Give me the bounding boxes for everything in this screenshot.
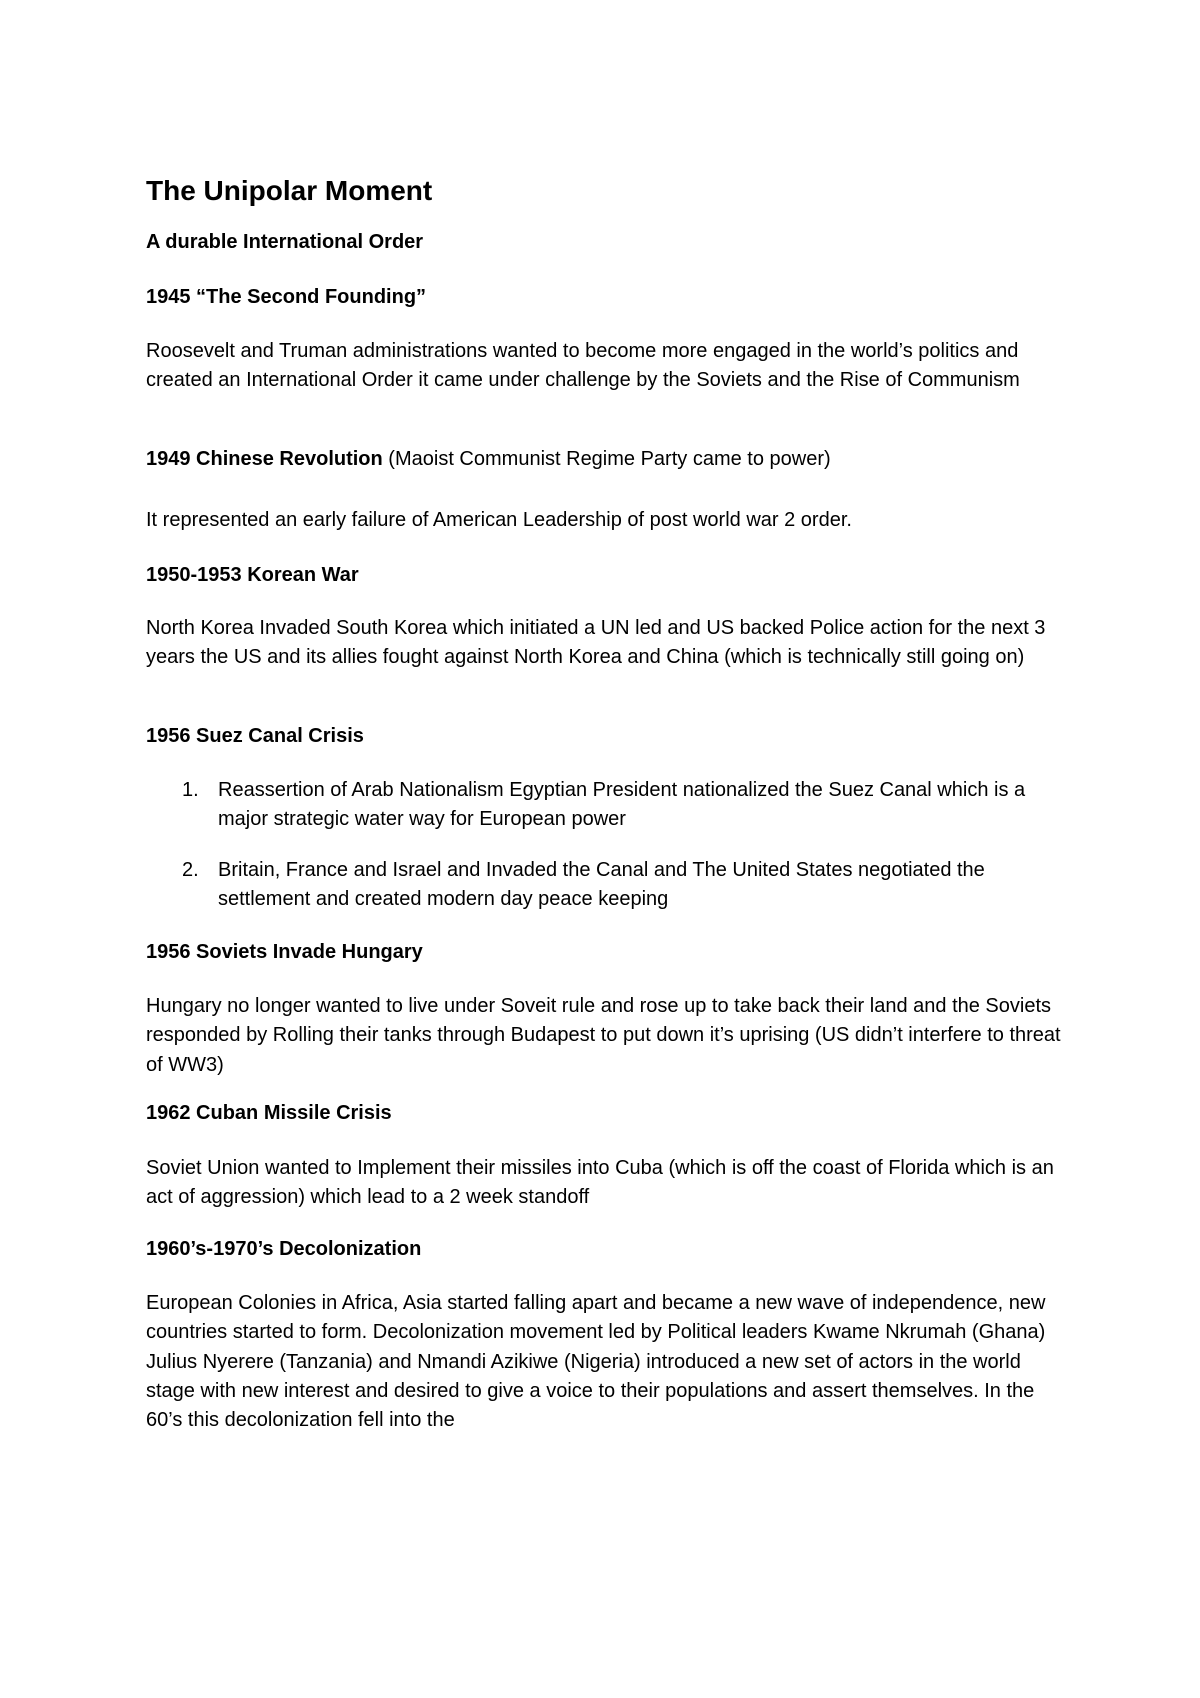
list-number: 2. <box>182 859 199 881</box>
list-text: Reassertion of Arab Nationalism Egyptian President nationalized the Suez Canal which is a major strategic water way for European power <box>218 779 1026 831</box>
section-heading-decolonization: 1960’s-1970’s Decolonization <box>146 1238 422 1260</box>
section-heading-1949 <box>146 445 831 474</box>
section-paragraph-1956-hungary: Hungary no longer wanted to live under Soveit rule and rose up to take back their land and the Soviets responded by Rolling their tanks through Budapest to put down it’s uprising (US didn’t interfere to threat of WW3) <box>146 995 1061 1076</box>
section-heading-1962: 1962 Cuban Missile Crisis <box>146 1102 392 1124</box>
section-paragraph-1950-1953: North Korea Invaded South Korea which initiated a UN led and US backed Police action for the next 3 years the US and its allies fought against North Korea and China (which is technically still going on) <box>146 617 1046 669</box>
section-paragraph-decolonization: European Colonies in Africa, Asia started falling apart and became a new wave of independence, new countries started to form. Decolonization movement led by Political leaders Kwame Nkrumah (Ghana) Julius Nyerere (Tanzania) and Nmandi Azikiwe (Nigeria) introduced a new set of actors in the world stage with new interest and desired to give a voice to their populations and assert themselves. In the 60’s this decolonization fell into the <box>146 1292 1046 1432</box>
section-heading-1945: 1945 “The Second Founding” <box>146 286 427 308</box>
document-title: The Unipolar Moment <box>146 175 433 206</box>
section-paragraph-1962: Soviet Union wanted to Implement their missiles into Cuba (which is off the coast of Florida which is an act of aggression) which lead to a 2 week standoff <box>146 1157 1054 1209</box>
section-heading-1950-1953: 1950-1953 Korean War <box>146 564 359 586</box>
section-paragraph-1949: It represented an early failure of American Leadership of post world war 2 order. <box>146 509 852 531</box>
heading-note: (Maoist Communist Regime Party came to power) <box>382 448 831 470</box>
section-heading-1956-hungary: 1956 Soviets Invade Hungary <box>146 941 423 963</box>
heading-text: 1949 Chinese Revolution <box>146 448 383 470</box>
list-text: Britain, France and Israel and Invaded the Canal and The United States negotiated the settlement and created modern day peace keeping <box>218 859 985 911</box>
section-paragraph-1945: Roosevelt and Truman administrations wanted to become more engaged in the world’s politics and created an International Order it came under challenge by the Soviets and the Rise of Communism <box>146 340 1020 392</box>
section-heading-1956-suez: 1956 Suez Canal Crisis <box>146 725 364 747</box>
list-number: 1. <box>182 779 199 801</box>
section-heading-international-order: A durable International Order <box>146 231 424 253</box>
